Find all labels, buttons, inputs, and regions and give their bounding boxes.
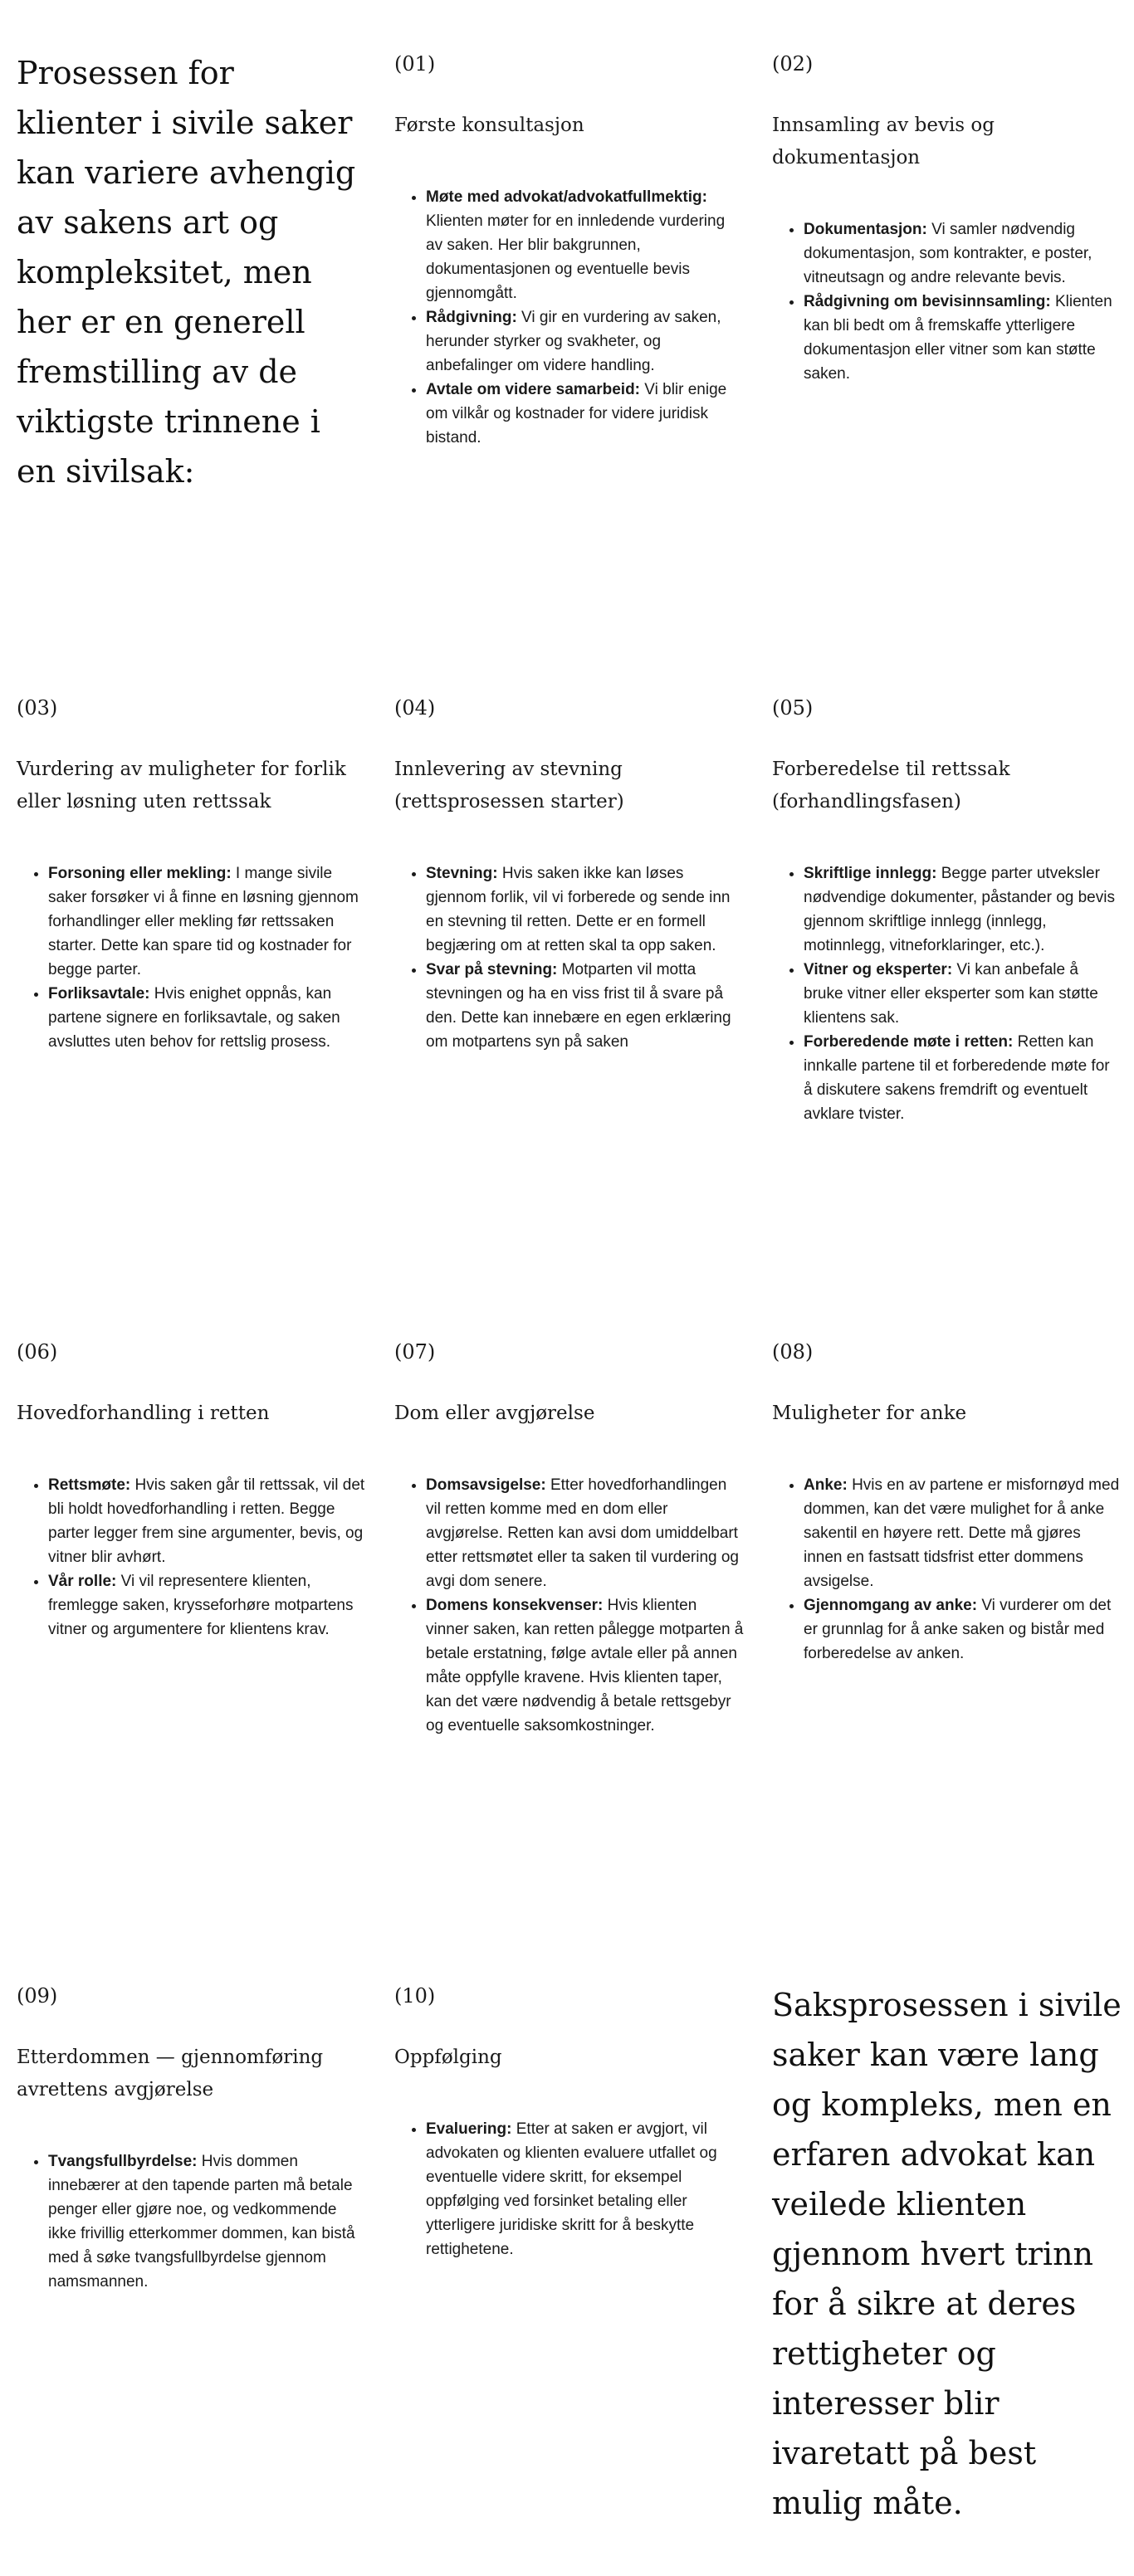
list-item (426, 185, 744, 305)
step-title: Dom eller avgjørelse (394, 1403, 595, 1424)
step-title: Vurdering av muligheter for forlik eller løsning uten rettssak (17, 759, 346, 812)
step-card (378, 1288, 755, 1932)
grid-row (0, 1932, 1134, 2576)
outro-text: Saksprosessen i sivile saker kan være lang og kompleks, men en erfaren advokat kan veilede klienten gjennom hvert trinn for å sikre at deres rettigheter og interesser blir ivaretatt på best mulig måte. (772, 1987, 1122, 2521)
list-item (804, 1030, 1122, 1126)
point-text: Retten kan innkalle partene til et forberedende møte for å diskutere sakens fremdrift og eventuelt avklare tvister. (804, 1033, 1110, 1123)
list-item (426, 1473, 744, 1593)
point-label: Svar på stevning: (426, 961, 558, 978)
step-title: Forberedelse til rettssak (forhandlingsfasen) (772, 759, 1010, 812)
point-label: Vår rolle: (48, 1573, 117, 1590)
step-number: (10) (394, 1984, 436, 2008)
step-points (772, 217, 1122, 386)
step-points (17, 861, 366, 1054)
step-title: Muligheter for anke (772, 1403, 967, 1424)
point-text: Vi gir en vurdering av saken, herunder styrker og svakheter, og anbefalinger om videre handling. (426, 309, 721, 374)
step-number: (05) (772, 696, 814, 720)
step-points (394, 185, 744, 450)
point-label: Forliksavtale: (48, 985, 150, 1003)
step-card (0, 644, 378, 1288)
step-points (772, 861, 1122, 1126)
list-item (48, 1569, 366, 1642)
list-item (426, 378, 744, 450)
point-text: Motparten vil motta stevningen og ha en viss frist til å svare på den. Dette kan innebære en egen erklæring om motpartens syn på saken (426, 961, 731, 1051)
step-number: (01) (394, 52, 436, 76)
step-points (394, 1473, 744, 1738)
grid-row (0, 0, 1134, 644)
point-text: Hvis enighet oppnås, kan partene signere en forliksavtale, og saken avsluttes uten behov for rettslig prosess. (48, 985, 340, 1051)
step-title: Hovedforhandling i retten (17, 1403, 270, 1424)
list-item (48, 861, 366, 982)
step-card (378, 1932, 755, 2576)
point-label: Forberedende møte i retten: (804, 1033, 1014, 1051)
list-item (426, 2117, 744, 2261)
step-card (755, 0, 1133, 644)
step-points (394, 861, 744, 1054)
point-label: Stevning: (426, 865, 498, 882)
point-text: I mange sivile saker forsøker vi å finne en løsning gjennom forhandlinger eller mekling før rettssaken starter. Dette kan spare tid og kostnader for begge parter. (48, 865, 359, 978)
list-item (804, 217, 1122, 290)
step-title: Første konsultasjon (394, 115, 584, 136)
point-label: Gjennomgang av anke: (804, 1597, 978, 1614)
list-item (804, 290, 1122, 386)
grid-row (0, 1288, 1134, 1932)
point-text: Hvis klienten vinner saken, kan retten pålegge motparten å betale erstatning, følge avtale eller på annen måte oppfylle kravene. Hvis klienten taper, kan det være nødvendig å betale rettsgebyr og eventuelle saksomkostninger. (426, 1597, 744, 1734)
point-label: Forsoning eller mekling: (48, 865, 232, 882)
step-title: Innsamling av bevis og dokumentasjon (772, 115, 995, 168)
point-text: Hvis saken går til rettssak, vil det bli holdt hovedforhandling i retten. Begge parter legger frem sine argumenter, bevis, og vitner blir avhørt. (48, 1476, 365, 1566)
point-label: Domens konsekvenser: (426, 1597, 604, 1614)
point-text: Vi blir enige om vilkår og kostnader for videre juridisk bistand. (426, 381, 727, 446)
intro-text: Prosessen for klienter i sivile saker kan variere avhengig av sakens art og kompleksitet, men her er en generell fremstilling av de viktigste trinnene i en sivilsak: (17, 55, 356, 490)
step-card (755, 644, 1133, 1288)
point-label: Avtale om videre samarbeid: (426, 381, 641, 398)
list-item (804, 1593, 1122, 1666)
point-label: Møte med advokat/advokatfullmektig: (426, 188, 707, 206)
outro-cell (755, 1932, 1133, 2576)
point-label: Domsavsigelse: (426, 1476, 546, 1494)
point-text: Klienten kan bli bedt om å fremskaffe ytterligere dokumentasjon eller vitner som kan støtte saken. (804, 293, 1112, 383)
point-text: Vi kan anbefale å bruke vitner eller eksperter som kan støtte klientens sak. (804, 961, 1098, 1027)
list-item (48, 982, 366, 1054)
list-item (48, 2149, 366, 2294)
step-points (17, 2149, 366, 2294)
list-item (48, 1473, 366, 1569)
step-number: (04) (394, 696, 436, 720)
list-item (426, 1593, 744, 1738)
point-text: Begge parter utveksler nødvendige dokumenter, påstander og bevis gjennom skriftlige innlegg (innlegg, motinnlegg, vitneforklaringer, etc.). (804, 865, 1115, 954)
list-item (426, 861, 744, 958)
point-text: Etter hovedforhandlingen vil retten komme med en dom eller avgjørelse. Retten kan avsi dom umiddelbart etter rettsmøtet eller ta saken til vurdering og avgi dom senere. (426, 1476, 739, 1590)
step-points (772, 1473, 1122, 1666)
point-label: Rådgivning om bevisinnsamling: (804, 293, 1051, 310)
step-card (0, 1288, 378, 1932)
step-points (394, 2117, 744, 2261)
point-label: Anke: (804, 1476, 848, 1494)
step-number: (03) (17, 696, 58, 720)
list-item (804, 1473, 1122, 1593)
step-title: Etterdommen — gjennomføring avrettens avgjørelse (17, 2047, 324, 2100)
point-label: Rettsmøte: (48, 1476, 131, 1494)
step-number: (07) (394, 1340, 436, 1364)
step-points (17, 1473, 366, 1642)
grid-row (0, 644, 1134, 1288)
step-card (755, 1288, 1133, 1932)
list-item (426, 958, 744, 1054)
step-number: (09) (17, 1984, 58, 2008)
step-title: Oppfølging (394, 2047, 502, 2068)
point-text: Vi samler nødvendig dokumentasjon, som kontrakter, e poster, vitneutsagn og andre relevante bevis. (804, 221, 1092, 286)
point-label: Rådgivning: (426, 309, 517, 326)
list-item (426, 305, 744, 378)
step-card (378, 644, 755, 1288)
point-text: Vi vurderer om det er grunnlag for å anke saken og bistår med forberedelse av anken. (804, 1597, 1112, 1662)
point-text: Klienten møter for en innledende vurdering av saken. Her blir bakgrunnen, dokumentasjonen og eventuelle bevis gjennomgått. (426, 212, 726, 302)
step-card (378, 0, 755, 644)
point-text: Vi vil representere klienten, fremlegge saken, krysseforhøre motpartens vitner og argumentere for klientens krav. (48, 1573, 354, 1638)
point-label: Tvangsfullbyrdelse: (48, 2153, 198, 2170)
point-label: Vitner og eksperter: (804, 961, 953, 978)
list-item (804, 958, 1122, 1030)
point-label: Evaluering: (426, 2120, 512, 2138)
step-title: Innlevering av stevning (rettsprosessen starter) (394, 759, 624, 812)
point-text: Etter at saken er avgjort, vil advokaten og klienten evaluere utfallet og eventuelle videre skritt, for eksempel oppfølging ved forsinket betaling eller ytterligere juridiske skritt for å beskytte rettighetene. (426, 2120, 717, 2258)
point-text: Hvis saken ikke kan løses gjennom forlik, vil vi forberede og sende inn en stevning til retten. Dette er en formell begjæring om at retten skal ta opp saken. (426, 865, 731, 954)
point-label: Dokumentasjon: (804, 221, 927, 238)
point-text: Hvis dommen innebærer at den tapende parten må betale penger eller gjøre noe, og vedkommende ikke frivillig etterkommer dommen, kan bistå med å søke tvangsfullbyrdelse gjennom namsmannen. (48, 2153, 355, 2291)
step-card (0, 1932, 378, 2576)
step-number: (06) (17, 1340, 58, 1364)
intro-cell (0, 0, 378, 644)
point-label: Skriftlige innlegg: (804, 865, 937, 882)
step-number: (02) (772, 52, 814, 76)
step-number: (08) (772, 1340, 814, 1364)
list-item (804, 861, 1122, 958)
point-text: Hvis en av partene er misfornøyd med dommen, kan det være mulighet for å anke sakentil en høyere rett. Dette må gjøres innen en fastsatt tidsfrist etter dommens avsigelse. (804, 1476, 1120, 1590)
